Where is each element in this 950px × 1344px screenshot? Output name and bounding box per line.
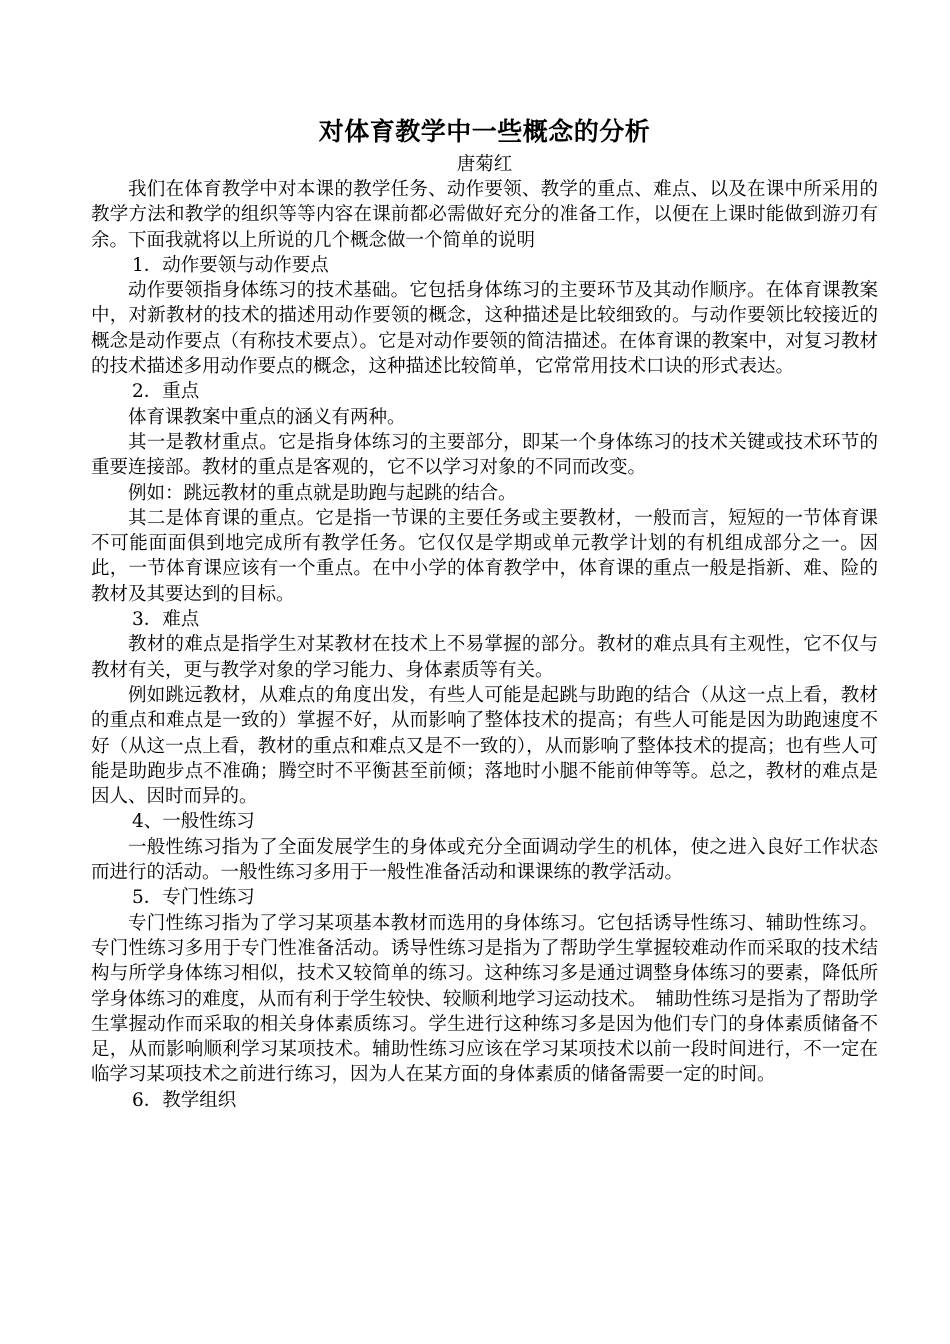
paragraph-difficulty: 教材的难点是指学生对某教材在技术上不易掌握的部分。教材的难点具有主观性，它不仅与教材有关，更与教学对象的学习能力、身体素质等有关。: [91, 634, 878, 681]
paragraph-material-key-point: 其一是教材重点。它是指身体练习的主要部分，即某一个身体练习的技术关键或技术环节的重要连接部。教材的重点是客观的，它不以学习对象的不同而改变。: [91, 431, 878, 479]
paragraph-action-essentials: 动作要领指身体练习的技术基础。它包括身体练习的主要环节及其动作顺序。在体育课教案中，对新教材的技术的描述用动作要领的概念，这种描述是比较细致的。与动作要领比较接近的概念是动作要点（有称技术要点）。它是对动作要领的简洁描述。在体育课的教案中，对复习教材的技术描述多用动作要点的概念，这种描述比较简单，它常常用技术口诀的形式表达。: [91, 280, 878, 378]
section-heading-4: 4、一般性练习: [132, 811, 255, 833]
document-author: 唐菊红: [456, 154, 513, 175]
paragraph-special-exercise: 专门性练习指为了学习某项基本教材而选用的身体练习。它包括诱导性练习、辅助性练习。专门性练习多用于专门性准备活动。诱导性练习是指为了帮助学生掌握较难动作而采取的技术结构与所学身体练习相似，技术又较简单的练习。这种练习多是通过调整身体练习的要素，降低所学身体练习的难度，从而有利于学生较快、较顺利地学习运动技术。 辅助性练习是指为了帮助学生掌握动作而采取的相关身体素质练习。学生进行这种练习多是因为他们专门的身体素质储备不足，从而影响顺利学习某项技术。辅助性练习应该在学习某项技术以前一段时间进行，不一定在临学习某项技术之前进行练习，因为人在某方面的身体素质的储备需要一定的时间。: [91, 912, 878, 1086]
paragraph-general-exercise: 一般性练习指为了全面发展学生的身体或充分全面调动学生的机体，使之进入良好工作状态而进行的活动。一般性练习多用于一般性准备活动和课课练的教学活动。: [91, 836, 878, 884]
paragraph-lesson-key-point: 其二是体育课的重点。它是指一节课的主要任务或主要教材，一般而言，短短的一节体育课不可能面面俱到地完成所有教学任务。它仅仅是学期或单元教学计划的有机组成部分之一。因此，一节体育课应该有一个重点。在中小学的体育教学中，体育课的重点一般是指新、难、险的教材及其要达到的目标。: [91, 507, 878, 605]
section-heading-3: 3．难点: [132, 609, 200, 631]
section-heading-1: 1．动作要领与动作要点: [132, 254, 329, 276]
paragraph-example-long-jump: 例如：跳远教材的重点就是助跑与起跳的结合。: [128, 482, 517, 504]
section-heading-2: 2．重点: [132, 381, 200, 403]
document-page: [91, 112, 878, 1113]
paragraph-intro: 我们在体育教学中对本课的教学任务、动作要领、教学的重点、难点、以及在课中所采用的教学方法和教学的组织等等内容在课前都必需做好充分的准备工作，以便在上课时能做到游刃有余。下面我就将以上所说的几个概念做一个简单的说明: [91, 179, 878, 251]
section-heading-6: 6．教学组织: [132, 1089, 237, 1111]
paragraph-difficulty-example: 例如跳远教材，从难点的角度出发，有些人可能是起跳与助跑的结合（从这一点上看，教材的重点和难点是一致的）掌握不好，从而影响了整体技术的提高；有些人可能是因为助跑速度不好（从这一点上看，教材的重点和难点又是不一致的），从而影响了整体技术的提高；也有些人可能是助跑步点不准确；腾空时不平衡甚至前倾；落地时小腿不能前伸等等。总之，教材的难点是因人、因时而异的。: [91, 684, 878, 808]
paragraph-key-point-meanings: 体育课教案中重点的涵义有两种。: [128, 406, 406, 428]
section-heading-5: 5．专门性练习: [132, 887, 255, 909]
document-title: 对体育教学中一些概念的分析: [318, 117, 651, 146]
